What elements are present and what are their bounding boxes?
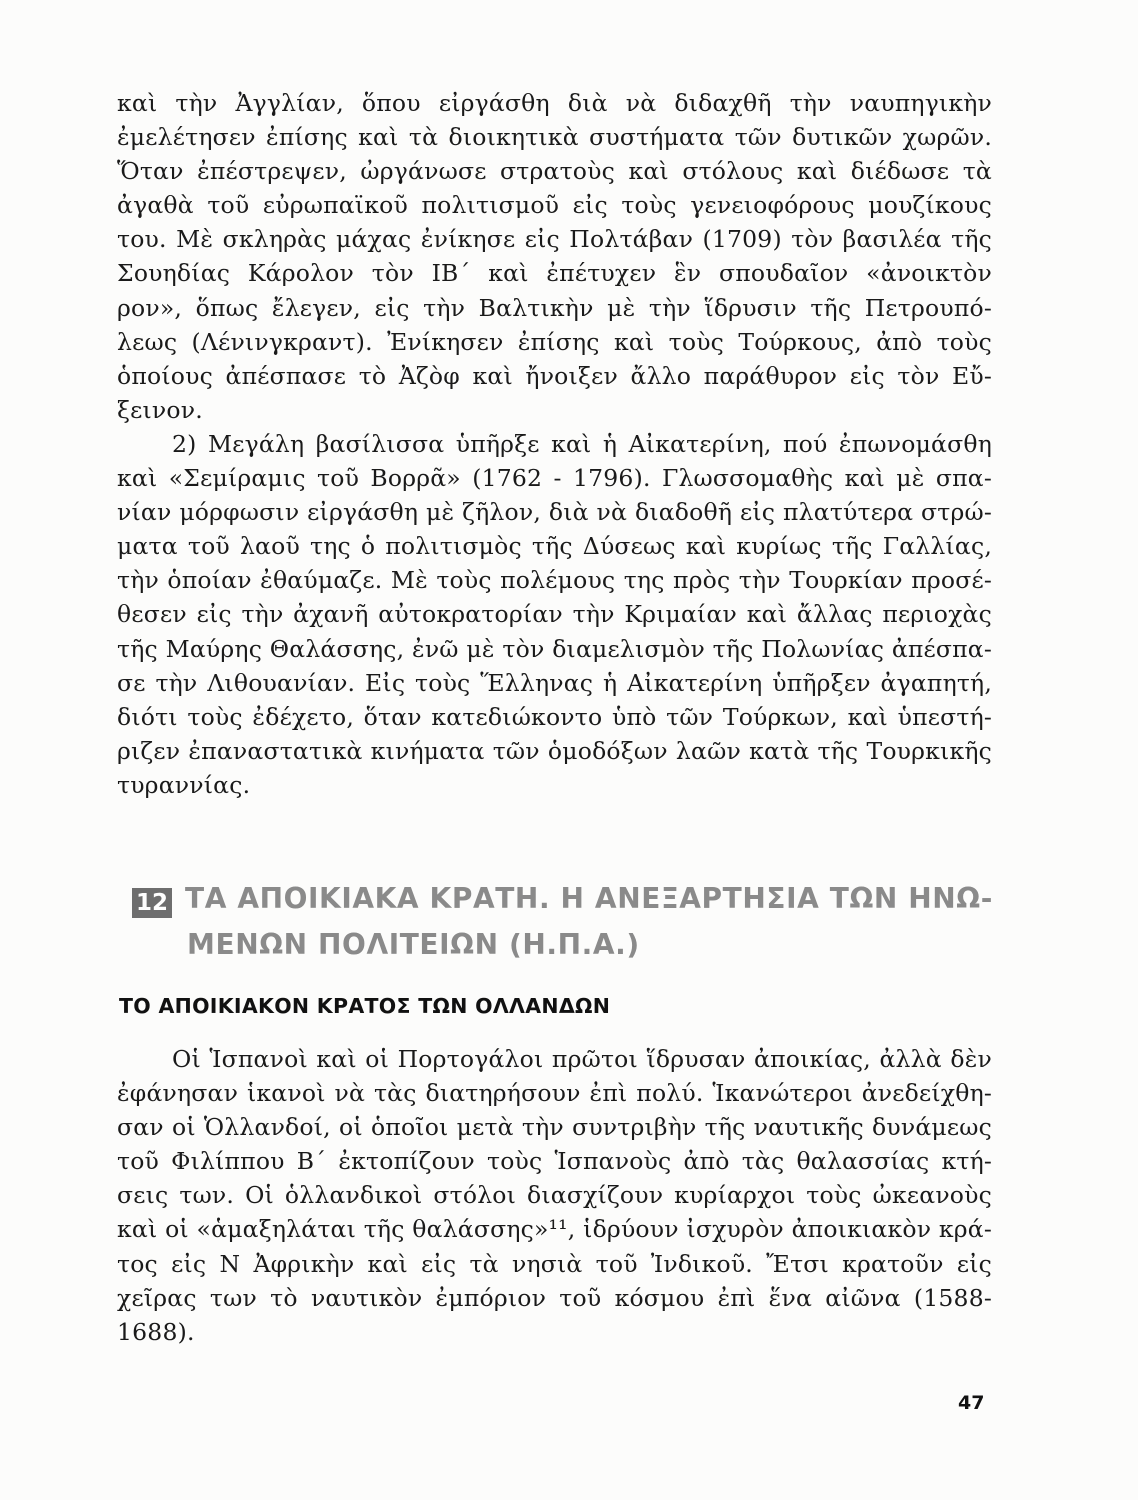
section-title-line-1: ΤΑ ΑΠΟΙΚΙΑΚΑ ΚΡΑΤΗ. Η ΑΝΕΞΑΡΤΗΣΙΑ ΤΩΝ ΗΝΩ- bbox=[185, 882, 993, 915]
section-heading bbox=[117, 876, 997, 968]
text-line: Οἱ Ἱσπανοὶ καὶ οἱ Πορτογάλοι πρῶτοι ἵδρυσαν ἀποικίας, ἀλλὰ δὲν bbox=[172, 1045, 992, 1073]
text-line: τοῦ Φιλίππου Β΄ ἐκτοπίζουν τοὺς Ἱσπανοὺς ἀπὸ τὰς θαλασσίας κτή- bbox=[117, 1147, 992, 1176]
text-line: ἐφάνησαν ἱκανοὶ νὰ τὰς διατηρήσουν ἐπὶ πολύ. Ἱκανώτεροι ἀνεδείχθη- bbox=[117, 1079, 992, 1108]
text-line: 1688). bbox=[117, 1317, 195, 1346]
text-line: νίαν μόρφωσιν εἰργάσθη μὲ ζῆλον, διὰ νὰ διαδοθῆ εἰς πλατύτερα στρώ- bbox=[117, 498, 992, 527]
text-line: του. Μὲ σκληρὰς μάχας ἐνίκησε εἰς Πολτάβαν (1709) τὸν βασιλέα τῆς bbox=[117, 225, 992, 254]
paragraph-dutch-colonial-state bbox=[117, 1042, 992, 1349]
text-line: ριζεν ἐπαναστατικὰ κινήματα τῶν ὁμοδόξων λαῶν κατὰ τῆς Τουρκικῆς bbox=[117, 736, 992, 765]
section-number-badge: 12 bbox=[132, 888, 172, 918]
text-line: τὴν ὁποίαν ἐθαύμαζε. Μὲ τοὺς πολέμους της πρὸς τὴν Τουρκίαν προσέ- bbox=[117, 566, 992, 595]
subheading: ΤΟ ΑΠΟΙΚΙΑΚΟΝ ΚΡΑΤΟΣ ΤΩΝ ΟΛΛΑΝΔΩΝ bbox=[119, 994, 611, 1018]
text-line: ρον», ὅπως ἔλεγεν, εἰς τὴν Βαλτικὴν μὲ τὴν ἵδρυσιν τῆς Πετρουπό- bbox=[117, 293, 992, 322]
text-line: σε τὴν Λιθουανίαν. Εἰς τοὺς Ἕλληνας ἡ Αἰκατερίνη ὑπῆρξεν ἀγαπητή, bbox=[117, 668, 992, 697]
text-line: ξεινον. bbox=[117, 395, 203, 424]
text-line: ὁποίους ἀπέσπασε τὸ Ἀζὸφ καὶ ἤνοιξεν ἄλλο παράθυρον εἰς τὸν Εὔ- bbox=[117, 361, 992, 390]
page-number: 47 bbox=[958, 1392, 985, 1414]
paragraph-peter-the-great bbox=[117, 86, 992, 802]
text-line: χεῖρας των τὸ ναυτικὸν ἐμπόριον τοῦ κόσμου ἐπὶ ἕνα αἰῶνα (1588- bbox=[117, 1283, 992, 1312]
text-line: λεως (Λένινγκραντ). Ἐνίκησεν ἐπίσης καὶ τοὺς Τούρκους, ἀπὸ τοὺς bbox=[117, 327, 992, 356]
text-line: σεις των. Οἱ ὁλλανδικοὶ στόλοι διασχίζουν κυρίαρχοι τοὺς ὠκεανοὺς bbox=[117, 1181, 992, 1210]
text-line: 2) Μεγάλη βασίλισσα ὑπῆρξε καὶ ἡ Αἰκατερίνη, πού ἐπωνομάσθη bbox=[172, 429, 992, 458]
text-line: τῆς Μαύρης Θαλάσσης, ἐνῶ μὲ τὸν διαμελισμὸν τῆς Πολωνίας ἀπέσπα- bbox=[117, 634, 992, 663]
text-line: τος εἰς Ν Ἀφρικὴν καὶ εἰς τὰ νησιὰ τοῦ Ἰνδικοῦ. Ἔτσι κρατοῦν εἰς bbox=[117, 1249, 992, 1278]
text-line: καὶ οἱ «ἁμαξηλάται τῆς θαλάσσης»¹¹, ἱδρύουν ἰσχυρὸν ἀποικιακὸν κρά- bbox=[117, 1215, 992, 1244]
text-line: σαν οἱ Ὁλλανδοί, οἱ ὁποῖοι μετὰ τὴν συντριβὴν τῆς ναυτικῆς δυνάμεως bbox=[117, 1113, 992, 1142]
text-line: καὶ τὴν Ἀγγλίαν, ὅπου εἰργάσθη διὰ νὰ διδαχθῆ τὴν ναυπηγικὴν bbox=[117, 89, 992, 117]
text-line: Ὅταν ἐπέστρεψεν, ὠργάνωσε στρατοὺς καὶ στόλους καὶ διέδωσε τὰ bbox=[117, 157, 992, 186]
text-line: ἀγαθὰ τοῦ εὐρωπαϊκοῦ πολιτισμοῦ εἰς τοὺς γενειοφόρους μουζίκους bbox=[117, 191, 992, 220]
text-line: ματα τοῦ λαοῦ της ὁ πολιτισμὸς τῆς Δύσεως καὶ κυρίως τῆς Γαλλίας, bbox=[117, 532, 992, 561]
text-line: Σουηδίας Κάρολον τὸν ΙΒ΄ καὶ ἐπέτυχεν ἓν σπουδαῖον «ἀνοικτὸν bbox=[117, 259, 992, 288]
text-line: διότι τοὺς ἐδέχετο, ὅταν κατεδιώκοντο ὑπὸ τῶν Τούρκων, καὶ ὑπεστή- bbox=[117, 702, 992, 731]
text-line: τυραννίας. bbox=[117, 770, 251, 799]
text-line: θεσεν εἰς τὴν ἀχανῆ αὐτοκρατορίαν τὴν Κριμαίαν καὶ ἄλλας περιοχὰς bbox=[117, 600, 992, 629]
section-title-line-2: ΜΕΝΩΝ ΠΟΛΙΤΕΙΩΝ (Η.Π.Α.) bbox=[187, 928, 640, 961]
text-line: καὶ «Σεμίραμις τοῦ Βορρᾶ» (1762 - 1796). Γλωσσομαθὴς καὶ μὲ σπα- bbox=[117, 464, 992, 493]
text-line: ἐμελέτησεν ἐπίσης καὶ τὰ διοικητικὰ συστήματα τῶν δυτικῶν χωρῶν. bbox=[117, 123, 992, 152]
